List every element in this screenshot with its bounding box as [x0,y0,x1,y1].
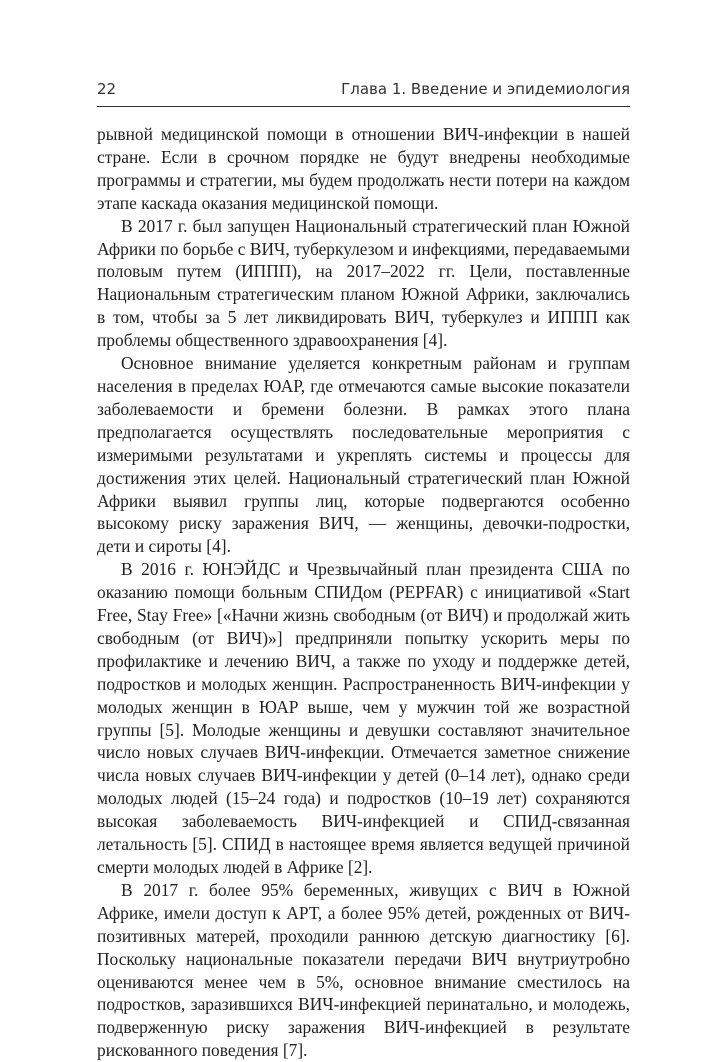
page-number: 22 [97,80,117,98]
paragraph: В 2016 г. ЮНЭЙДС и Чрезвычайный план президента США по оказанию помощи больным СПИДом (PEPFAR) с инициативой «Start Free, Stay Free» [«Начни жизнь свободным (от ВИЧ) и продолжай жить свободным (от ВИЧ)»] предприняли попытку ускорить меры по профилактике и лечению ВИЧ, а также по уходу и поддержке детей, подростков и молодых женщин. Распространенность ВИЧ-инфекции у молодых женщин в ЮАР выше, чем у мужчин той же возрастной группы [5]. Молодые женщины и девушки составляют значительное число новых случаев ВИЧ-инфекции. Отмечается заметное снижение числа новых случаев ВИЧ-инфекции у детей (0–14 лет), однако среди молодых людей (15–24 года) и подростков (10–19 лет) сохраняются высокая заболеваемость ВИЧ-инфекцией и СПИД-связанная летальность [5]. СПИД в настоящее время является ведущей причиной смерти молодых людей в Африке [2]. [97,559,630,877]
body-text [97,123,630,1062]
header-rule [97,106,630,107]
paragraph: В 2017 г. был запущен Национальный стратегический план Южной Африки по борьбе с ВИЧ, туберкулезом и инфекциями, передаваемыми половым путем (ИППП), на 2017–2022 гг. Цели, поставленные Национальным стратегическим планом Южной Африки, заключались в том, чтобы за 5 лет ликвидировать ВИЧ, туберкулез и ИППП как проблемы общественного здравоохранения [4]. [97,215,630,351]
chapter-title: Глава 1. Введение и эпидемиология [341,80,630,98]
running-header [97,80,630,104]
paragraph-continued: рывной медицинской помощи в отношении ВИЧ-инфекции в нашей стране. Если в срочном порядке не будут внедрены необходимые программы и стратегии, мы будем продолжать нести потери на каждом этапе каскада оказания медицинской помощи. [97,124,630,213]
paragraph: В 2017 г. более 95% беременных, живущих с ВИЧ в Южной Африке, имели доступ к АРТ, а более 95% детей, рожденных от ВИЧ-позитивных матерей, проходили раннюю детскую диагностику [6]. Поскольку национальные показатели передачи ВИЧ внутриутробно оцениваются менее чем в 5%, основное внимание сместилось на подростков, заразившихся ВИЧ-инфекцией перинатально, и молодежь, подверженную риску заражения ВИЧ-инфекцией в результате рискованного поведения [7]. [97,879,630,1061]
paragraph: Основное внимание уделяется конкретным районам и группам населения в пределах ЮАР, где отмечаются самые высокие показатели заболеваемости и бремени болезни. В рамках этого плана предполагается осуществлять последовательные мероприятия с измеримыми результатами и укреплять системы и процессы для достижения этих целей. Национальный стратегический план Южной Африки выявил группы лиц, которые подвергаются особенно высокому риску заражения ВИЧ, — женщины, девочки-подростки, дети и сироты [4]. [97,353,630,557]
